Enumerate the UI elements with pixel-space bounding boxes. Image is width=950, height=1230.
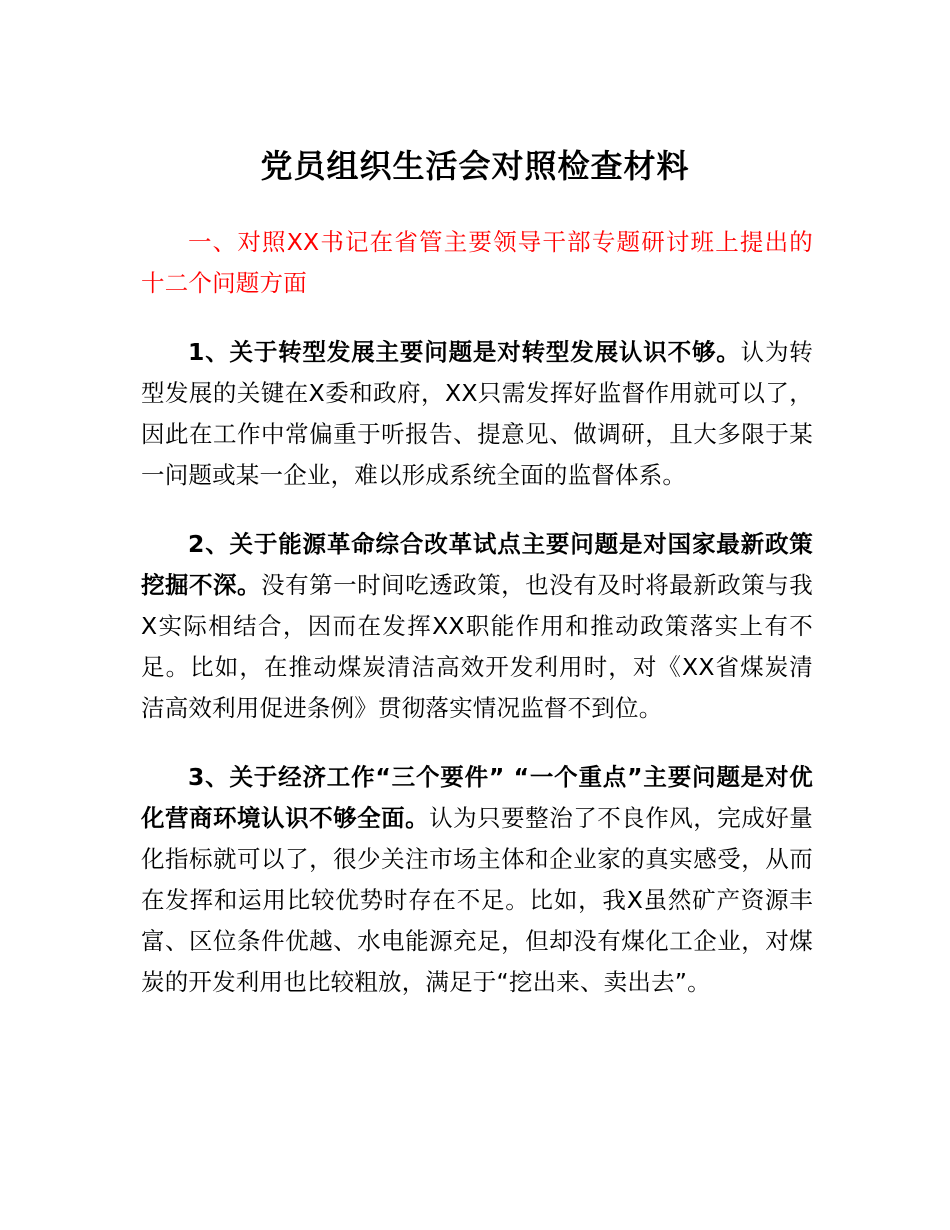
item-paragraph-2 — [141, 524, 813, 729]
item-body-2: 没有第一时间吃透政策，也没有及时将最新政策与我X实际相结合，因而在发挥XX职能作用和推动政策落实上有不足。比如，在推动煤炭清洁高效开发利用时，对《XX省煤炭清洁高效利用促进条例》贯彻落实情况监督不到位。 — [141, 571, 813, 722]
item-lead-2: 2、关于能源革命综合改革试点主要问题是对国家最新政策挖掘不深。 — [141, 530, 813, 599]
item-body-3: 认为只要整治了不良作风，完成好量化指标就可以了，很少关注市场主体和企业家的真实感受，从而在发挥和运用比较优势时存在不足。比如，我X虽然矿产资源丰富、区位条件优越、水电能源充足，但却没有煤化工企业，对煤炭的开发利用也比较粗放，满足于“挖出来、卖出去”。 — [141, 804, 814, 996]
section-heading: 一、对照XX书记在省管主要领导干部专题研讨班上提出的十二个问题方面 — [141, 228, 813, 297]
item-lead-1: 1、关于转型发展主要问题是对转型发展认识不够。 — [188, 338, 741, 366]
item-body-1: 认为转型发展的关键在X委和政府，XX只需发挥好监督作用就可以了，因此在工作中常偏重于听报告、提意见、做调研，且大多限于某一问题或某一企业，难以形成系统全面的监督体系。 — [141, 338, 813, 489]
document-body — [141, 222, 813, 1031]
item-paragraph-3 — [141, 757, 813, 1003]
item-lead-3: 3、关于经济工作“三个要件” “一个重点”主要问题是对优化营商环境认识不够全面。 — [141, 763, 813, 832]
item-paragraph-1 — [141, 332, 813, 496]
document-title: 党员组织生活会对照检查材料 — [260, 147, 690, 185]
